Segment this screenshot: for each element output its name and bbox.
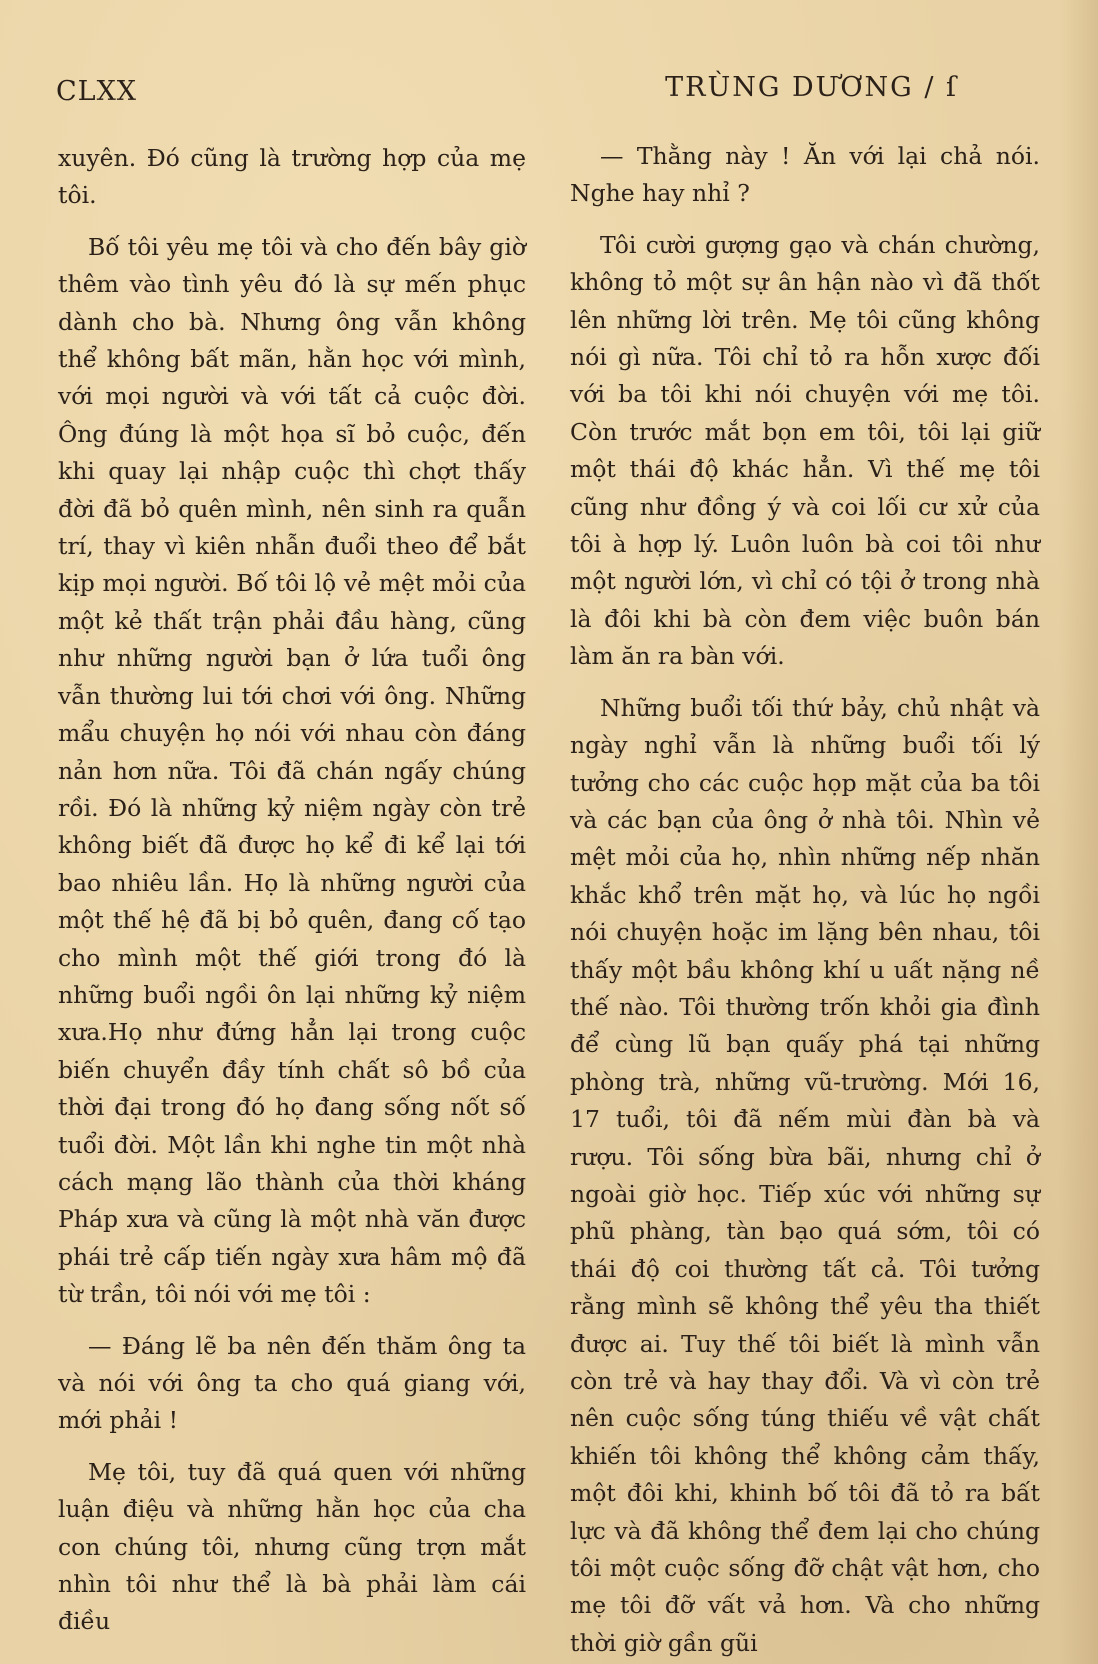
dialogue-paragraph: — Thằng này ! Ăn với lại chả nói. Nghe hay nhỉ ? [570,142,1040,208]
right-column [570,138,1040,1664]
left-column [58,140,526,1664]
dialogue-paragraph: — Đáng lẽ ba nên đến thăm ông ta và nói với ông ta cho quá giang với, mới phải ! [58,1331,526,1435]
page-number: CLXX [56,76,138,107]
paragraph: Bố tôi yêu mẹ tôi và cho đến bây giờ thêm vào tình yêu đó là sự mến phục dành cho bà. Nhưng ông vẫn không thể không bất mãn, hằn học với mình, với mọi người và với tất cả cuộc đời. Ông đúng là một họa sĩ bỏ cuộc, đến khi quay lại nhập cuộc thì chợt thấy đời đã bỏ quên mình, nên sinh ra quẫn trí, thay vì kiên nhẫn đuổi theo để bắt kịp mọi người. Bố tôi lộ vẻ mệt mỏi của một kẻ thất trận phải đầu hàng, cũng như những người bạn ở lứa tuổi ông vẫn thường lui tới chơi với ông. Những mẩu chuyện họ nói với nhau còn đáng nản hơn nữa. Tôi đã chán ngấy chúng rồi. Đó là những kỷ niệm ngày còn trẻ không biết đã được họ kể đi kể lại tới bao nhiêu lần. Họ là những người của một thế hệ đã bị bỏ quên, đang cố tạo cho mình một thế giới trong đó là những buổi ngồi ôn lại những kỷ niệm xưa.Họ như đứng hẳn lại trong cuộc biến chuyển đầy tính chất sô bồ của thời đại trong đó họ đang sống nốt số tuổi đời. Một lần khi nghe tin một nhà cách mạng lão thành của thời kháng Pháp xưa và cũng là một nhà văn được phái trẻ cấp tiến ngày xưa hâm mộ đã từ trần, tôi nói với mẹ tôi : [58,232,526,1309]
paragraph: Mẹ tôi, tuy đã quá quen với những luận điệu và những hằn học của cha con chúng tôi, nhưng cũng trợn mắt nhìn tôi như thể là bà phải làm cái điều [58,1457,526,1636]
paragraph: Những buổi tối thứ bảy, chủ nhật và ngày nghỉ vẫn là những buổi tối lý tưởng cho các cuộc họp mặt của ba tôi và các bạn của ông ở nhà tôi. Nhìn vẻ mệt mỏi của họ, nhìn những nếp nhăn khắc khổ trên mặt họ, và lúc họ ngồi nói chuyện hoặc im lặng bên nhau, tôi thấy một bầu không khí u uất nặng nề thế nào. Tôi thường trốn khỏi gia đình để cùng lũ bạn quấy phá tại những phòng trà, những vũ-trường. Mới 16, 17 tuổi, tôi đã nếm mùi đàn bà và rượu. Tôi sống bừa bãi, nhưng chỉ ở ngoài giờ học. Tiếp xúc với những sự phũ phàng, tàn bạo quá sớm, tôi có thái độ coi thường tất cả. Tôi tưởng rằng mình sẽ không thể yêu tha thiết được ai. Tuy thế tôi biết là mình vẫn còn trẻ và hay thay đổi. Và vì còn trẻ nên cuộc sống túng thiếu về vật chất khiến tôi không thể không cảm thấy, một đôi khi, khinh bố tôi đã tỏ ra bất lực và đã không thể đem lại cho chúng tôi một cuộc sống đỡ chật vật hơn, cho mẹ tôi đỡ vất vả hơn. Và cho những thời giờ gần gũi [570,693,1040,1657]
running-header [52,68,1038,112]
page-edge-shadow [1058,0,1098,1664]
paragraph: xuyên. Đó cũng là trường hợp của mẹ tôi. [58,144,526,210]
paragraph: Tôi cười gượng gạo và chán chường, không tỏ một sự ân hận nào vì đã thốt lên những lời trên. Mẹ tôi cũng không nói gì nữa. Tôi chỉ tỏ ra hỗn xược đối với ba tôi khi nói chuyện với mẹ tôi. Còn trước mắt bọn em tôi, tôi lại giữ một thái độ khác hẳn. Vì thế mẹ tôi cũng như đồng ý và coi lối cư xử của tôi à hợp lý. Luôn luôn bà coi tôi như một người lớn, vì chỉ có tội ở trong nhà là đôi khi bà còn đem việc buôn bán làm ăn ra bàn với. [570,230,1040,671]
running-title: TRÙNG DƯƠNG / ſ [665,72,958,103]
